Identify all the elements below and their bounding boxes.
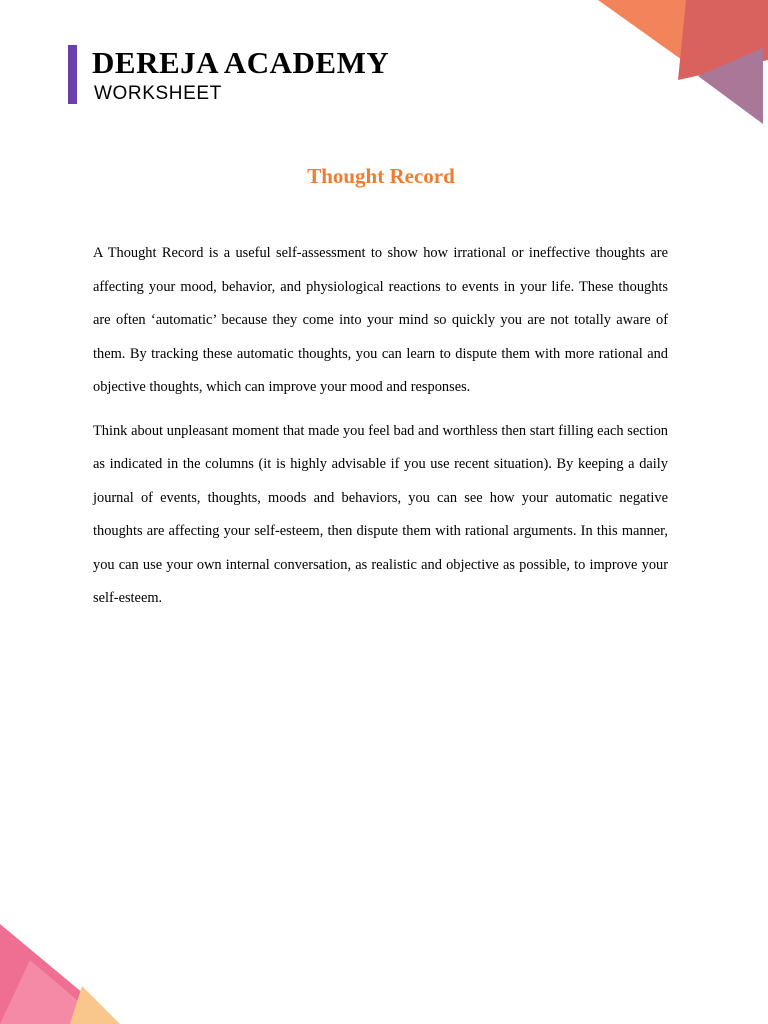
header-accent-bar bbox=[68, 45, 77, 104]
paragraph: A Thought Record is a useful self-assessment to show how irrational or ineffective thoughts are affecting your mood, behavior, and physiological reactions to events in your life. These thoughts are often ‘automatic’ because they come into your mind so quickly you are not totally aware of them. By tracking these automatic thoughts, you can learn to dispute them with more rational and objective thoughts, which can improve your mood and responses. bbox=[93, 245, 668, 395]
corner-decoration-top-right bbox=[598, 0, 768, 130]
document-type-label: WORKSHEET bbox=[94, 83, 222, 104]
document-title: Thought Record bbox=[307, 164, 455, 188]
document-body bbox=[93, 237, 668, 626]
paragraph: Think about unpleasant moment that made you feel bad and worthless then start filling each section as indicated in the columns (it is highly advisable if you use recent situation). By keeping a daily journal of events, thoughts, moods and behaviors, you can see how your automatic negative thoughts are affecting your self-esteem, then dispute them with rational arguments. In this manner, you can use your own internal conversation, as realistic and objective as possible, to improve your self-esteem. bbox=[93, 422, 668, 606]
corner-decoration-bottom-left bbox=[0, 924, 130, 1024]
brand-name: DEREJA ACADEMY bbox=[92, 45, 390, 80]
